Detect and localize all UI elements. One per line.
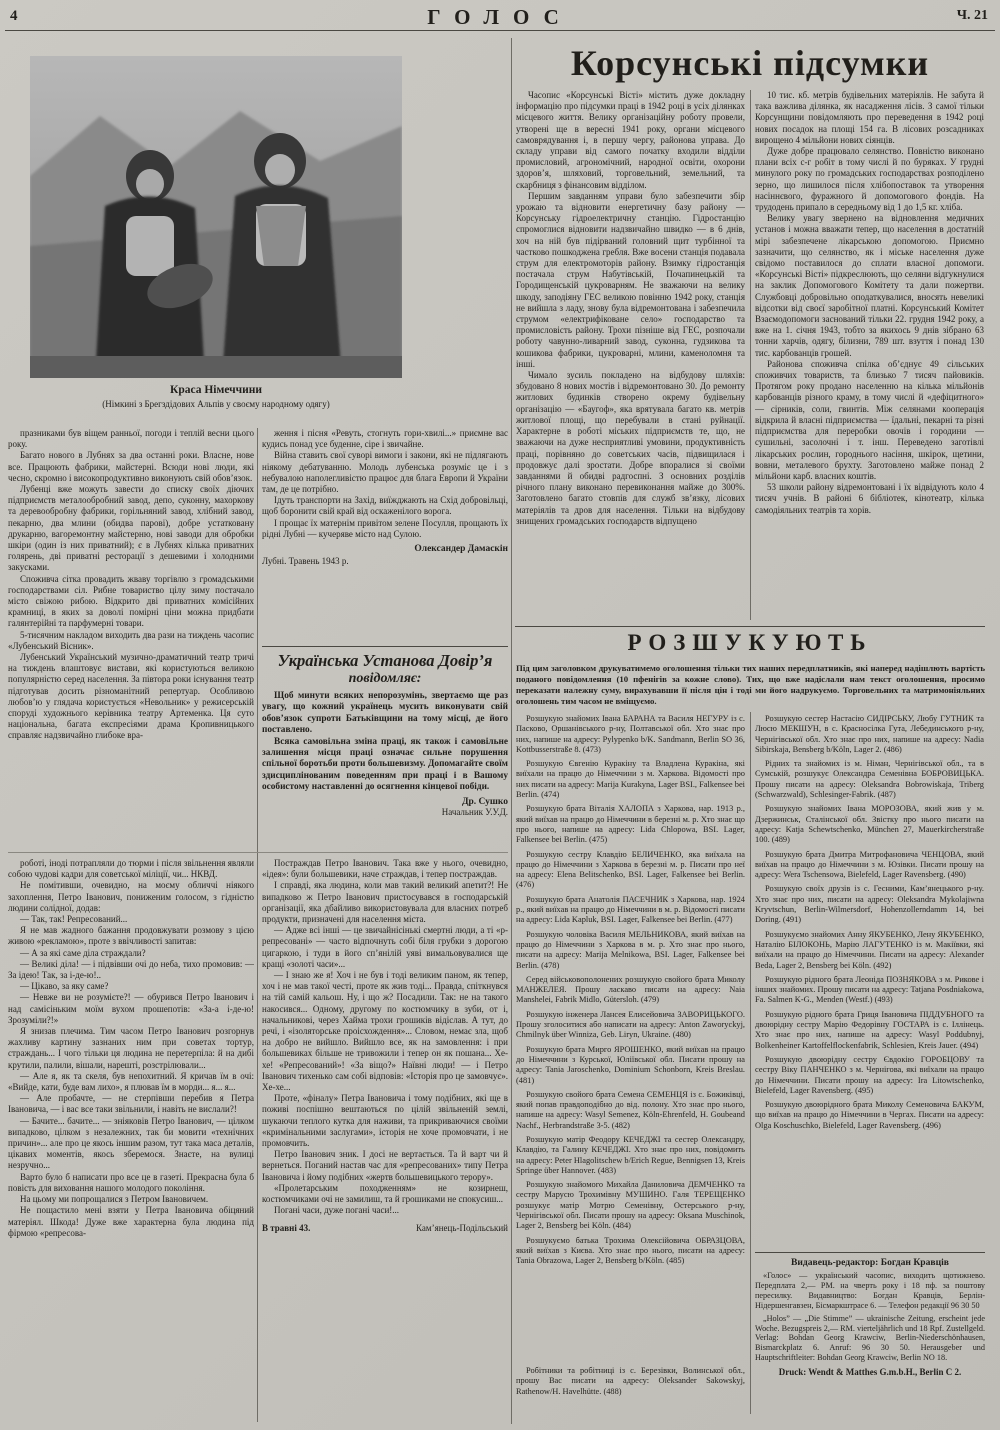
paragraph: Я не мав жадного бажання продовжувати розмову з цією живою «рекламою», проте з ввічливості запитав: xyxy=(8,925,254,947)
search-ad: Розшукую матір Феодору КЕЧЕДЖІ та сестер Олександру, Клавдію, та Галину КЕЧЕДЖІ. Хто знає про них, повідомить на адресу: Peter Hlagolitschew b/Erich Regue, Bennigsen 13, Kreis Springe über Hannover. (483) xyxy=(516,1134,745,1175)
paragraph: Щоб минути всяких непорозумінь, звертаємо ще раз увагу, що кожний українець мусить виконувати свій обов’язок супроти Батьківщини на тому місці, де його поставлено. xyxy=(262,691,508,736)
masthead-rule xyxy=(5,30,995,31)
notice-body xyxy=(262,691,508,794)
paragraph: 53 школи району відремонтовані і їх відвідують коло 4 тисяч учнів. В районі 6 бібліотек, кінотеатр, кілька самодіяльних театрів та хорів. xyxy=(755,482,984,515)
main-headline: Корсунські підсумки xyxy=(570,43,930,83)
paragraph: — І знаю же я! Хоч і не був і тоді великим паном, як тепер, хоч і не мав такої честі, проте як жив тоді... Правда, спіткнувся на тій самій кальош. Ну, і що ж? Посадили. Так: не на такого накосився... Одному, другому по костюмчику в зуби, от і, начальникові, через Хайма трохи грошиків відіслав. А тут, до речі, і «ізоляторське проісхождення»... Словом, немає зла, щоб на добро не вийшло. Вийшло все, як на замовлення: і при большевиках більше не тривожили і тепер он як пошана... Хе-хе! «Репресований»! «За віщо?» Наївні люди! — і Петро Іванович тихенько сам собі відповів: «Історія про це замовчує». Хе-хе... xyxy=(262,970,508,1093)
search-ad: Розшукую рідного брата Леоніда ПОЗНЯКОВА з м. Рикове і інших знайомих. Прошу писати на адресу: Tatjana Posdniakowa, Fa. Salmen K-G., Menden (Westf.) (493) xyxy=(755,974,984,1005)
search-ad: Робітники та робітниці із с. Березівки, Волинської обл., прошу Вас писати на адресу: Oleksander Sakowskyj, Rathenow/H. Havelhütte. (488) xyxy=(516,1366,745,1396)
search-ad: Розшукую брата Дмитра Митрофановича ЧЕНЦОВА, який виїхав на працю до Німеччини з м. Юзівки. Писати прошу на адресу: Wera Tschensowa, Bielefeld, Lager Ravensberg. (490) xyxy=(755,849,984,880)
lubny-article-dateline: Лубні. Травень 1943 р. xyxy=(262,556,349,567)
paragraph: Дуже добре працювало селянство. Повністю виконано плани всіх с-г робіт в тому числі й по буряках. У грудні минулого року по громадських господарствах розподілено зерно, що лишилося після хлібопоставок та утворення насіннєвого, фуражного й допомогового фондів. На трудодень припало в середньому від 1 до 1,5 кг. хліба. xyxy=(755,146,984,213)
feuilleton-col1 xyxy=(8,858,254,1422)
paragraph: — А за які саме діла страждали? xyxy=(20,947,146,958)
paragraph: Велику увагу звернено на відновлення медичних установ і можна вважати тепер, що населення в достатній мірі забезпечене лікарською допомогою. Приємно зазначити, що селянство, як і міське населення дуже свідомо поставилося до сплати власної допомоги. «Корсунські Вісті» підкреслюють, що селяни відгукнулися на заклик Допомогового Комітету та дали пожертви. Службовці добровільно оподаткувалися, вносять невеликі відсотки від своєї заробітної платні. Корсунський Комітет Взаємодопомоги заснований тільки 22. грудня 1942 року, а вже на 1. січня 1943, тобто за якихось 9 днів зібрано 63 тонни харчів, одягу, білизни, 789 шт. взуття і понад 130 тис. карбованців грошей. xyxy=(755,213,984,358)
search-ad: Розшукую знайомих Івана МОРОЗОВА, який жив у м. Дзержинськ, Сталінської обл. Звістку про нього писати на адресу: Katja Schewtschenko, München 27, Mauerkircherstraße 100. (489) xyxy=(755,804,984,845)
paragraph: Погані часи, дуже погані часи!... xyxy=(274,1205,400,1216)
search-ad: Розшукую знайомого Михайла Даниловича ДЕМЧЕНКО та сестру Марусю Трохимівну МУШИНО. Галя ТЕРЕЩЕНКО розшукує матір Мотрю Семенівну, Остерського р-ну, Чернігівської обл. Писати прошу на адресу: Oksana Muschinok, Lager 2, Bensberg bei Köln. (484) xyxy=(516,1180,745,1231)
search-section-title: РОЗШУКУЮТЬ xyxy=(627,630,873,655)
feuilleton-col2-text xyxy=(262,858,508,1217)
search-ads-col1-last xyxy=(516,1366,745,1422)
photo-german-women xyxy=(30,56,402,378)
paragraph: 5-тисячним накладом виходить два рази на тиждень часопис «Лубенський Вісник». xyxy=(8,629,254,651)
paragraph: І прощає їх матернім привітом зелене Посулля, прощають їх рідні Лубні — кучеряве місто над Сулою. xyxy=(262,517,508,539)
issue-number: Ч. 21 xyxy=(956,8,988,23)
search-ad: Розшукую брата Анатолія ПАСЕЧНИК з Харкова, нар. 1924 р., який виїхав на працю до Німеччини в м. р. Відомості писати на адресу: Lida Kapluk, BSI. Lager, Falkensee bei Berlin. (477) xyxy=(516,894,745,925)
paragraph: Ідуть транспорти на Захід, виїжджають на Схід добровільці, щоб боронити свій край від оскаженілого ворога. xyxy=(262,495,508,517)
paragraph: Лубенський Український музично-драматичний театр тричі на тиждень влаштовує вистави, які користуються великою популярністю серед населення. За півтора роки існування театр підготував досить різноманітний репертуар. Особливою любов’ю у глядача користується «Невольник» у режисерській споруді художнього керівника театру Артеменка. Ця суто національна, багата експресіями драма Кропивницького справляє надзвичайно глибоке вра- xyxy=(8,652,254,741)
feuilleton-date: В травні 43. xyxy=(262,1222,311,1233)
search-ad: Рідних та знайомих із м. Німан, Чернігівської обл., та в Сумській, розшукує Олександра Семенівна БОБРОВИЦЬКА. Прошу писати на адресу: Oleksandra Bobrowiskaja, Triberg (Schwarzwald), Schlesinger-Fabrik. (487) xyxy=(755,759,984,800)
paragraph: І справді, яка людина, коли мав такий великий апетит?! Не випадково ж Петро Іванович пристосувався в господарській організації, яка дбайливо використовувала для власних потреб продукти, призначені для населення міста. xyxy=(262,880,508,925)
feuilleton-col2 xyxy=(262,858,508,1422)
imprint-german-text: „Holos” — „Die Stimme” — ukrainische Zeitung, erscheint jede Woche. Bezugspreis 2,— RM. vierteljährlich und 18 Rpf. Zustellgeld. Verlag: Bohdan Georg Krawciw, Berlin-Niederschönhausen, Bismarckplatz 6. Anruf: 96 30 50. Herausgeber und Hauptschriftleiter: Bohdan Georg Krawciw, Berlin NO 18. xyxy=(755,1313,985,1363)
lubny-article-col1 xyxy=(8,428,254,848)
search-ad: Розшукую своїх друзів із с. Гесними, Кам’янецького р-ну. Хто знає про них, писати на адресу: Oleksandra Mykolajiwna Kryvtschun, Berlin-Wilmersdorf, Hohenzollerndamm 14, bei Doring. (491) xyxy=(755,884,984,925)
notice-title-line2: повідомляє: xyxy=(348,671,422,686)
search-ads-col1 xyxy=(516,714,745,1362)
paragraph: Варто було б написати про все це в газеті. Прекрасна була б повість для виховання нашого молодого покоління. xyxy=(8,1171,254,1193)
paragraph: Не помітивши, очевидно, на моєму обличчі ніякого захоплення, Петро Іванович, пониженим голосом, з гідністю людини солідної, додав: xyxy=(8,880,254,913)
search-ad: Розшукуємо знайомих Анну ЯКУБЕНКО, Лену ЯКУБЕНКО, Наталію БІЛОКОНЬ, Марію ЛАГУТЕНКО із м. Макіївки, які виїхали на працю до Німеччини. Писати на адресу: Alexander Beda, Lager 2, Bensberg bei Köln. (492) xyxy=(755,929,984,970)
imprint-printer-line: Druck: Wendt & Matthes G.m.b.H., Berlin C 2. xyxy=(778,1367,962,1378)
imprint-publisher-line: Видавець-редактор: Богдан Кравців xyxy=(790,1257,949,1268)
paragraph: — Але я, як та скеля, був непохитний. Я кричав їм в очі: «Вийде, кати, буде вам лихо», я плював їм в морди... я... я... xyxy=(8,1070,254,1093)
masthead-title: ГОЛОС xyxy=(427,5,573,29)
column-rule-right-top xyxy=(750,90,751,620)
paragraph: На цьому ми попрощалися з Петром Івановичем. xyxy=(20,1194,209,1205)
paragraph: — Невже ви не розумієте?! — обурився Петро Іванович і над самісіньким моїм вухом прошепотів: «За-а і-де-ю! Зрозуміли?!» xyxy=(8,992,254,1025)
photo-illustration xyxy=(30,56,402,378)
search-ad: Розшукую знайомих Івана БАРАНА та Василя НЕГУРУ із с. Пасково, Оршанівського р-ну, Полтавської обл. Хто знає про них, напише на адресу: Pylypenko b/K. Sandmann, Berlin SO 36, Kottbusserstraße 8. (473) xyxy=(516,714,745,754)
paragraph: — Так, так! Репресований... xyxy=(20,914,128,925)
paragraph: Часопис «Корсунські Вісті» містить дуже докладну інформацію про підсумки праці в 1942 році в усіх ділянках місцевого життя. Велику організаційну роботу провели, утворені ще в вересні 1941 року, органи місцевого самоврядування і, в першу чергу, районова управа. До складу управи від самого початку входили відділи промисловий, агрономічний, народної освіти, охорони здоров’я, шляховий, торговельний, земельний, та скарбниця з фінансовим відділом. xyxy=(516,90,745,190)
search-ad: Розшукую чоловіка Василя МЕЛЬНИКОВА, який виїхав на працю до Німеччини з Харкова в м. р. Хто знає про нього, писати на адресу: Marija Melnikowa, BSI. Lager, Falkensee bei Berlin. (478) xyxy=(516,929,745,970)
feuilleton-place: Кам’янець-Подільський xyxy=(416,1222,508,1233)
paragraph: Лубенці вже можуть завести до списку своїх діючих підприємств металообробний завод, депо, суконну, махоркову та деревообробну фабрики, горільняний завод, хлібний завод, пекарню, два млини (обидва парові), добре устатковану друкарню, вагоремонтну майстерню, нові заводи для обробки шкіри (один із них приватний); є в Лубнях кілька приватних голярень, дві приватні ресторації з дешевими і холодними закусками. xyxy=(8,484,254,573)
paragraph: Всяка самовільна зміна праці, як також і самовільне залишення місця праці означає сильне порушення спільної боротьби проти большевизму. Допомагайте своїм здисциплінованим поведенням при праці і в Вашому особистому наставленні до осягнення кінцевої побіди. xyxy=(262,736,508,793)
paragraph: — Цікаво, за яку саме? xyxy=(20,981,109,992)
paragraph: Постраждав Петро Іванович. Така вже у нього, очевидно, «ідея»: були большевики, наче страждав, і тепер постраждав. xyxy=(262,858,508,880)
feuilleton-endline xyxy=(262,1223,508,1233)
paragraph: Я знизав плечима. Тим часом Петро Іванович розгорнув жахливу картину зазнаних ним при советах тортур, страждань... І чого тільки ця людина не перетерпіла: й на дибі крутили, палили, вішали, нарешті, розстрілювали... xyxy=(8,1026,254,1070)
paragraph: ження і пісня «Ревуть, стогнуть гори-хвилі...» приємне вас кудись понад усе буденне, сіре і звичайне. xyxy=(262,428,508,450)
paragraph: празниками був віщем ранньої, погоди і теплій весни цього року. xyxy=(8,428,254,450)
notice-signature-name: Др. Сушко xyxy=(461,796,508,807)
paragraph: — Великі діла! — і підвівши очі до неба, тихо промовив: — За ідею! Так, за і-де-ю!.. xyxy=(8,958,254,981)
paragraph: Районова споживча спілка об’єднує 49 сільських споживчих товариств, та близько 7 тисяч пайовиків. Протягом року продано населенню на кілька мільйонів карбованців різного краму, в тому числі й «дефіцитного» — сірників, соли, гвинтів. Між селянами кооперація відкрила й власні підприємства — їдальні, пекарні та різні підприємства для переробки овочів і городини — сушильні, засолочні і т. інш. Переведено заготівлі лікарських рослин, городнього насіння, шкірок, щетини, вовни, металевого брухту. Заготовлено майже понад 2 мільйони карб. власних коштів. xyxy=(755,358,984,481)
paragraph: Споживча сітка провадить жваву торгівлю з громадськими господарствами сіл. Рибне товариство цілу зиму постачало місто свіжою рибою. Відкрито дві приватних комісійних крамниці, в яких за доволі помірні ціни можна придбати галянтерійні та парфумерні товари. xyxy=(8,573,254,629)
photo-caption-subtitle: (Німкині з Брегздідових Альпів у своєму народному одягу) xyxy=(102,399,330,409)
search-ad: Розшукую брата Мирго ЯРОШЕНКО, який виїхав на працю до Німеччини з Курської, Юліївської обл. Писати прошу на адресу: Tania Jaroschenko, Dominium Schonborn, Kreis Breslau. (481) xyxy=(516,1044,745,1085)
notice-title-line1: Українська Установа Довір’я xyxy=(277,651,493,670)
paragraph: Проте, «фіналу» Петра Івановича і тому подібних, які ще в поживі поспішно вештаються по цілій звільненій землі, шукаючи теплого кутка для наживи, та прикриваючися своїми «кримінальними заслугами», історія не хоче промовчати, і не промовчить. xyxy=(262,1093,508,1149)
paragraph: «Пролетарським походженням» не козирнеш, костюмчиками очі не замилиш, та й грошиками не спокусиш... xyxy=(262,1182,508,1205)
column-rule-right-bottom xyxy=(750,712,751,1414)
search-ad: Розшукую сестру Клавдію БЕЛИЧЕНКО, яка виїхала на працю до Німеччини з Харкова в березні м. р. Писати про неї на адресу: Elena Belitschenko, BSI. Lager, Falkensee bei Berlin. (476) xyxy=(516,849,745,890)
notice-signature-role: Начальник У.У.Д. xyxy=(441,806,508,817)
paragraph: 10 тис. кб. метрів будівельних матеріялів. Не забута й така важлива ділянка, як насадження лісів. З самої тільки Корсунщини повідомляють про переведення в 1942 році нових посадок на площі 154 га. В лісових розсадниках вирощено 4 мільйони нових сіянців. xyxy=(755,90,984,145)
search-ad: Розшукую сестер Настасію СИДІРСЬКУ, Любу ГУТНИК та Люсю МЕКШУН, в с. Красносілка Гута, Лебединського р-ну, Чернігівської обл. Хто знає про них, напише на адресу: Nadia Sibirskaja, Bensberg b/Köln, Lager 2. (486) xyxy=(755,714,984,754)
search-ad: Розшукую рідного брата Гриця Івановича ПІДДУБНОГО та двоюрідну сестру Марію Федорівну ГОСТАРА із с. Іллінець. Хто знає про них, напише на адресу: Wasyl Poddubnyj, Bolkenheiner Kartoffelflockenfabrik, Schlesien, Kreis Jauer. (494) xyxy=(755,1009,984,1050)
search-ad: Розшукуємо батька Трохима Олексійовича ОБРАЗЦОВА, який виїхав з Києва. Хто знає про нього, писати на адресу: Tania Obrazowa, Lager 2, Bensberg b/Köln. (485) xyxy=(516,1235,745,1266)
feuilleton-rule xyxy=(8,852,508,853)
search-ad: Розшукую інженера Лансея Елисейовича ЗАВОРИЦЬКОГО. Прошу зголоситися або написати на адресу: Anton Zaworyckyj, Chmilnyk über Winniza, Geb. Liryn, Ukraine. (480) xyxy=(516,1009,745,1040)
imprint-block xyxy=(755,1252,985,1424)
imprint-ukrainian-text: «Голос» — український часопис, виходить щотижнево. Передплата 2,— РМ. на чверть року і 18 пф. за поштову пересилку. Видавництво: Богдан Кравців, Берлін-Нідершенгавзен, Бісмаркштрасе 6. — Телефон редакції 96 30 50 xyxy=(755,1271,985,1310)
paragraph: роботі, іноді потрапляли до тюрми і після звільнення являли собою чудові кадри для советської міліції, чи... НКВД. xyxy=(8,858,254,880)
paragraph: — Але пробачте, — не стерпівши перебив я Петра Івановича, — і вас все таки звільнили, і навіть не вислали?! xyxy=(8,1093,254,1115)
page-number: 4 xyxy=(10,8,18,24)
search-ad: Розшукую Євгенію Куракіну та Владлена Куракіна, які виїхали на працю до Німеччини з м. Харкова. Відомості про них писати на адресу: Marija Kurakyna, Lager BSI., Falkensee bei Berlin. (474) xyxy=(516,759,745,800)
lubny-article-col2 xyxy=(262,428,508,642)
search-ad: Розшукую свойого брата Семена СЕМЕНЦЯ із с. Божиківці, який попав правдоподібно до від. полону. Хто знає про нього, напише на адресу: Wasyl Semenez, Köln-Ehrenfeld, H. Goubeand Nachf., Herbrandstraße 3-5. (482) xyxy=(516,1089,745,1130)
column-rule-left xyxy=(257,428,258,1422)
paragraph: Війна ставить свої суворі вимоги і закони, які не підлягають ніякому дебатуванню. Молодь лубенська розуміє це і з небувалою наполегливістю працює для блага Европи й України там, де це потрібно. xyxy=(262,450,508,495)
search-ad: Розшукую двоюрідну сестру Євдокію ГОРОБЦОВУ та сестру Віку ПАНЧЕНКО з м. Чернігова, які виїхали на працю до Німеччини. Писати прошу на адресу: Ira Litowtschenko, Bielefeld, Lager Ravensberg. (495) xyxy=(755,1054,984,1095)
search-section-intro: Під цим заголовком друкуватимемо оголошення тільки тих наших передплатників, які наперед надішлють вартість поданого повідомлення (10 пфенігів за кожне слово). Тих, що вже надіслали нам текст оголошення, просимо переказати належну суму, вирахувавши її після цін і тоді ми його надрукуємо. Торговельних та матримоніяльних оголошень тим часом не вміщуємо. xyxy=(516,663,985,706)
photo-caption-title: Краса Німеччини xyxy=(170,384,262,396)
paragraph: Петро Іванович зник. І досі не вертається. Та й варт чи й вернеться. Поганий настав час для «репресованих» типу Петра Івановича і йому подібних «жертв большевицького терору». xyxy=(262,1149,508,1182)
search-ad: Розшукую двоюрідного брата Миколу Семеновича БАКУМ, що виїхав на працю до Німеччини в Чергах. Писати на адресу: Olga Koschuschko, Bielefeld, Lager Ravensberg. (496) xyxy=(755,1100,984,1130)
search-ad: Серед військовополонених розшукую свойого брата Миколу МАНЖЕЛЕЯ. Прошу ласкаво писати на адресу: Naia Manshelei, Fabrik Midlo, Gütersloh. (479) xyxy=(516,974,745,1005)
paragraph: — Адже всі інші — це звичайнісінькі смертні люди, а ті «р-репресовані» — часто відпочнуть собі біля грубки з дорогою цигаркою, і туди в його сп’янілій уяві вимальовувалися ще кращі «золоті часи»... xyxy=(262,925,508,969)
lubny-article-signature: Олександер Дамаскін xyxy=(414,544,508,555)
search-ad: Розшукую брата Віталія ХАЛОПА з Харкова, нар. 1913 р., який виїхав на працю до Німеччини в березні м. р. Хто знає що про нього, напише на адресу: Lida Chlopowa, BSI. Lager, Falkensee bei Berlin. (475) xyxy=(516,804,745,845)
paragraph: Чимало зусиль покладено на відбудову шляхів: збудовано 8 нових мостів і відремонтовано 30. До ремонту житлових будинків створено окрему будівельну організацію — «Баугоф», яка врятувала багато кв. метрів житлової площі, що перебували в стані руйнації. Характерне в роботі міських підприємств те, що, не зважаючи на дуже несприятливі умовини, продуктивність праці, порівняно до советських часів, підвищилася і продовжує далі зростати. Добре впоралися зі своїми завданнями й обидві радгоспні. З основних розділів річного плану виконано перевиконання майже до 300%. Заготовлено багато стовпів для служб зв’язку, лісових матеріялів та дров для населення. Тільки на відбудову знищених громадських господарств відпущено xyxy=(516,370,745,526)
paragraph: Не пощастило мені взяти у Петра Івановича обіцяний матеріял. Шкода! Дуже вже характерна була людина під фірмою «репресова- xyxy=(8,1205,254,1238)
column-rule-center xyxy=(511,38,512,1424)
korsun-article-col1 xyxy=(516,90,745,620)
search-section-rule xyxy=(515,626,985,627)
paragraph: Першим завданням управи було забезпечити збір урожаю та відновити енергетичну базу району — Корсунську гідроелектричну станцію. Гідростанцію спромоглися відновити надзвичайно швидко — в 6 днів, хоч на ній був підірваний головний щит турбінної та частково пошкоджена гребля. Вже восени станція подавала струм для електромоторів району. Взимку гідростанція постачала струм Набутівській, Почапинецькій та Городищенській цукроварням. Не зважаючи на велику шкоду, заподіяну ГЕС великою повінню 1942 року, станція не вийшла з ладу, знову була відремонтована і забезпечила струмом «електрифіковане село» господарство та промисловість району. Трохи пізніше від ГЕС, розпочали роботу чавунно-ливарний завод, суконна, гудзикова та кошикова фабрики, цукроварні, млини, каменоломня та інші. xyxy=(516,190,745,369)
paragraph: — Бачите... бачите... — зніяковів Петро Іванович, — цілком випадково, цілком з незалежних, так би мовити «технічних причин»... але про це якось іншим разом, тут така маса деталів, цікавих моментів, якось зберемося. Знаєте, на вулиці незручно... xyxy=(8,1115,254,1171)
trust-office-notice xyxy=(262,646,508,852)
korsun-article-col2 xyxy=(755,90,984,620)
search-ads-col2 xyxy=(755,714,984,1248)
lubny-article-col2-text xyxy=(262,428,508,540)
paragraph: Багато нового в Лубнях за два останні роки. Власне, нове все. Працюють фабрики, майстерні. Всюди нові люди, які чесно, скромно і високопродуктивно виконують свій обов’язок. xyxy=(8,450,254,483)
